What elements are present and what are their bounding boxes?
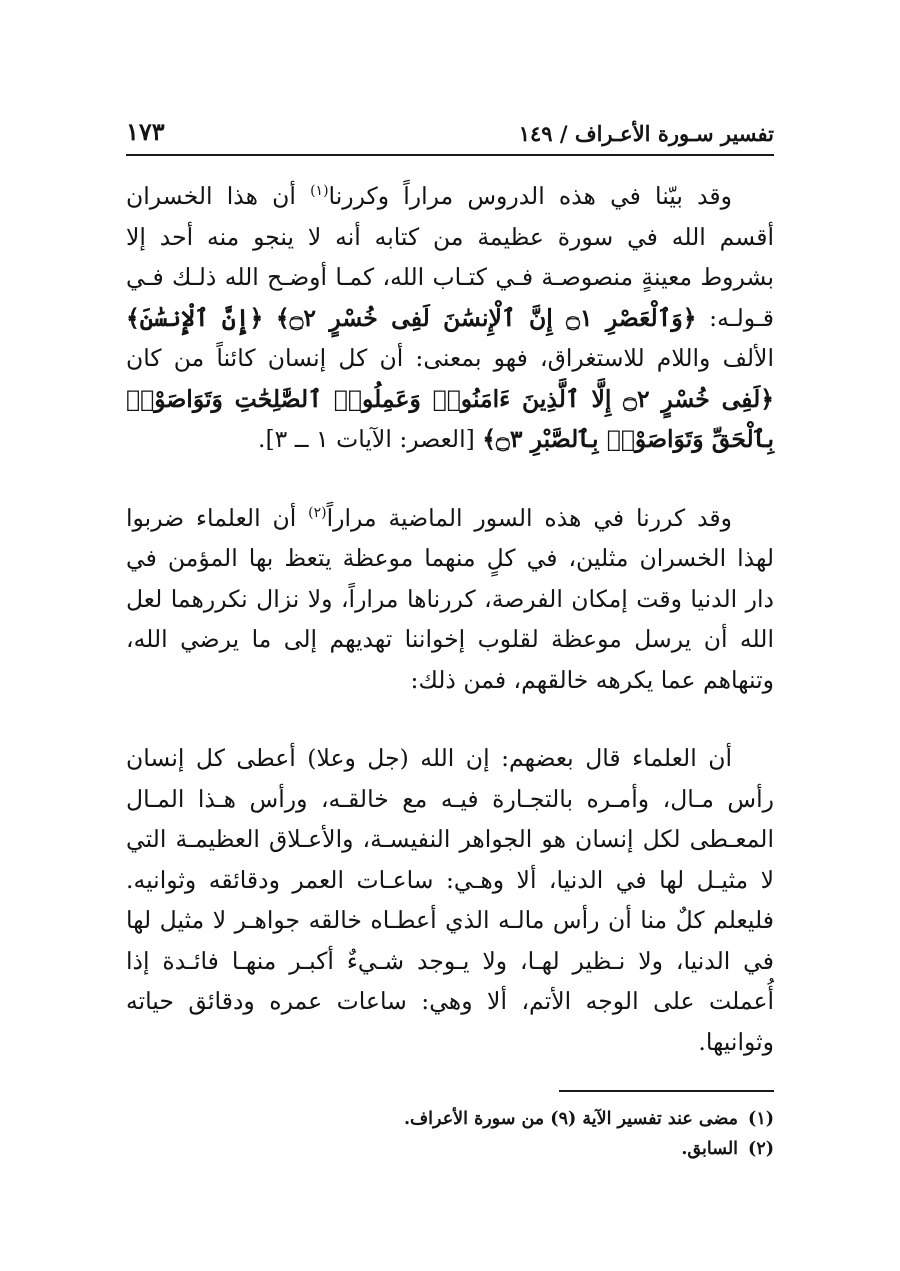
paragraph-1	[126, 176, 774, 460]
paragraph-2-text-b: أن العلماء ضربوا لهذا الخسران مثلين، في كلٍ منهما موعظة يتعظ بها المؤمن في دار الدنيا وقت إمكان الفرصة، كررناها مراراً، ولا نزال نكررهما لعل الله أن يرسل موعظة لقلوب إخواننا تهديهم إلى ما يرضي الله، وتنهاهم عما يكرهه خالقهم، فمن ذلك:	[126, 503, 774, 694]
footnotes	[126, 1104, 774, 1164]
footnote-marker: (١)	[748, 1109, 774, 1129]
book-page	[126, 104, 774, 1164]
footnote-marker: (٢)	[748, 1139, 774, 1159]
footnote-1	[126, 1104, 774, 1134]
footnote-separator	[559, 1090, 774, 1092]
footnote-text: مضى عند تفسير الآية (٩) من سورة الأعراف.	[403, 1109, 739, 1129]
quran-verse-1: ﴿وَٱلْعَصْرِ ۝١ إِنَّ ٱلْإِنسَٰنَ لَفِى خُسْرٍ ۝٢﴾	[275, 303, 697, 332]
paragraph-2-text-a: وقد كررنا في هذه السور الماضية مراراً	[326, 503, 732, 532]
quran-verse-2: ﴿إِنَّ ٱلْإِنسَٰنَ﴾	[126, 303, 264, 332]
paragraph-1-citation: [العصر: الآيات ١ ــ ٣].	[258, 425, 483, 453]
footnote-ref-1: (١)	[310, 183, 329, 200]
spacer-text	[263, 304, 276, 332]
running-header	[126, 104, 774, 146]
running-title: تفسير سـورة الأعـراف / ١٤٩	[518, 121, 774, 146]
quran-verse-3: ﴿لَفِى خُسْرٍ ۝٢ إِلَّا ٱلَّذِينَ ءَامَنُوا۟ وَعَمِلُوا۟ ٱلصَّٰلِحَٰتِ وَتَوَاصَوْا۟ بِٱلْحَقِّ وَتَوَاصَوْا۟ بِٱلصَّبْرِ ۝٣﴾	[126, 384, 774, 453]
paragraph-2	[126, 498, 774, 701]
header-rule	[126, 154, 774, 156]
footnote-2	[126, 1134, 774, 1164]
paragraph-1-text-b: أن هذا الخسران أقسم الله في سورة عظيمة من كتابه أنه لا ينجو منه أحد إلا بشروط معينةٍ منصوصـة فـي كتـاب الله، كمـا أوضـح الله ذلـك فـي قـولـه:	[126, 182, 774, 332]
page-number: ١٧٣	[126, 117, 165, 146]
paragraph-3: أن العلماء قال بعضهم: إن الله (جل وعلا) أعطى كل إنسان رأس مـال، وأمـره بالتجـارة فيـه مع خالقـه، ورأس هـذا المـال المعـطى لكل إنسان هو الجواهر النفيسـة، والأعـلاق العظيمـة التي لا مثيـل لها في الدنيا، ألا وهـي: ساعـات العمر ودقائقه وثوانيه. فليعلم كلٌ منا أن رأس مالـه الذي أعطـاه خالقه جواهـر لا مثيل لها في الدنيا، ولا نـظير لهـا، ولا يـوجد شـيءٌ أكبـر منهـا فائـدة إذا أُعملت على الوجه الأتم، ألا وهي: ساعات عمره ودقائق حياته وثوانيها.	[126, 744, 774, 1056]
footnote-text: السابق.	[681, 1139, 739, 1159]
body-text	[126, 176, 774, 1062]
paragraph-1-text-c: الألف واللام للاستغراق، فهو بمعنى: أن كل إنسان كائناً من كان	[126, 344, 774, 372]
paragraph-1-text-a: وقد بيّنا في هذه الدروس مراراً وكررنا	[328, 182, 732, 210]
footnote-ref-2: (٢)	[308, 504, 327, 521]
